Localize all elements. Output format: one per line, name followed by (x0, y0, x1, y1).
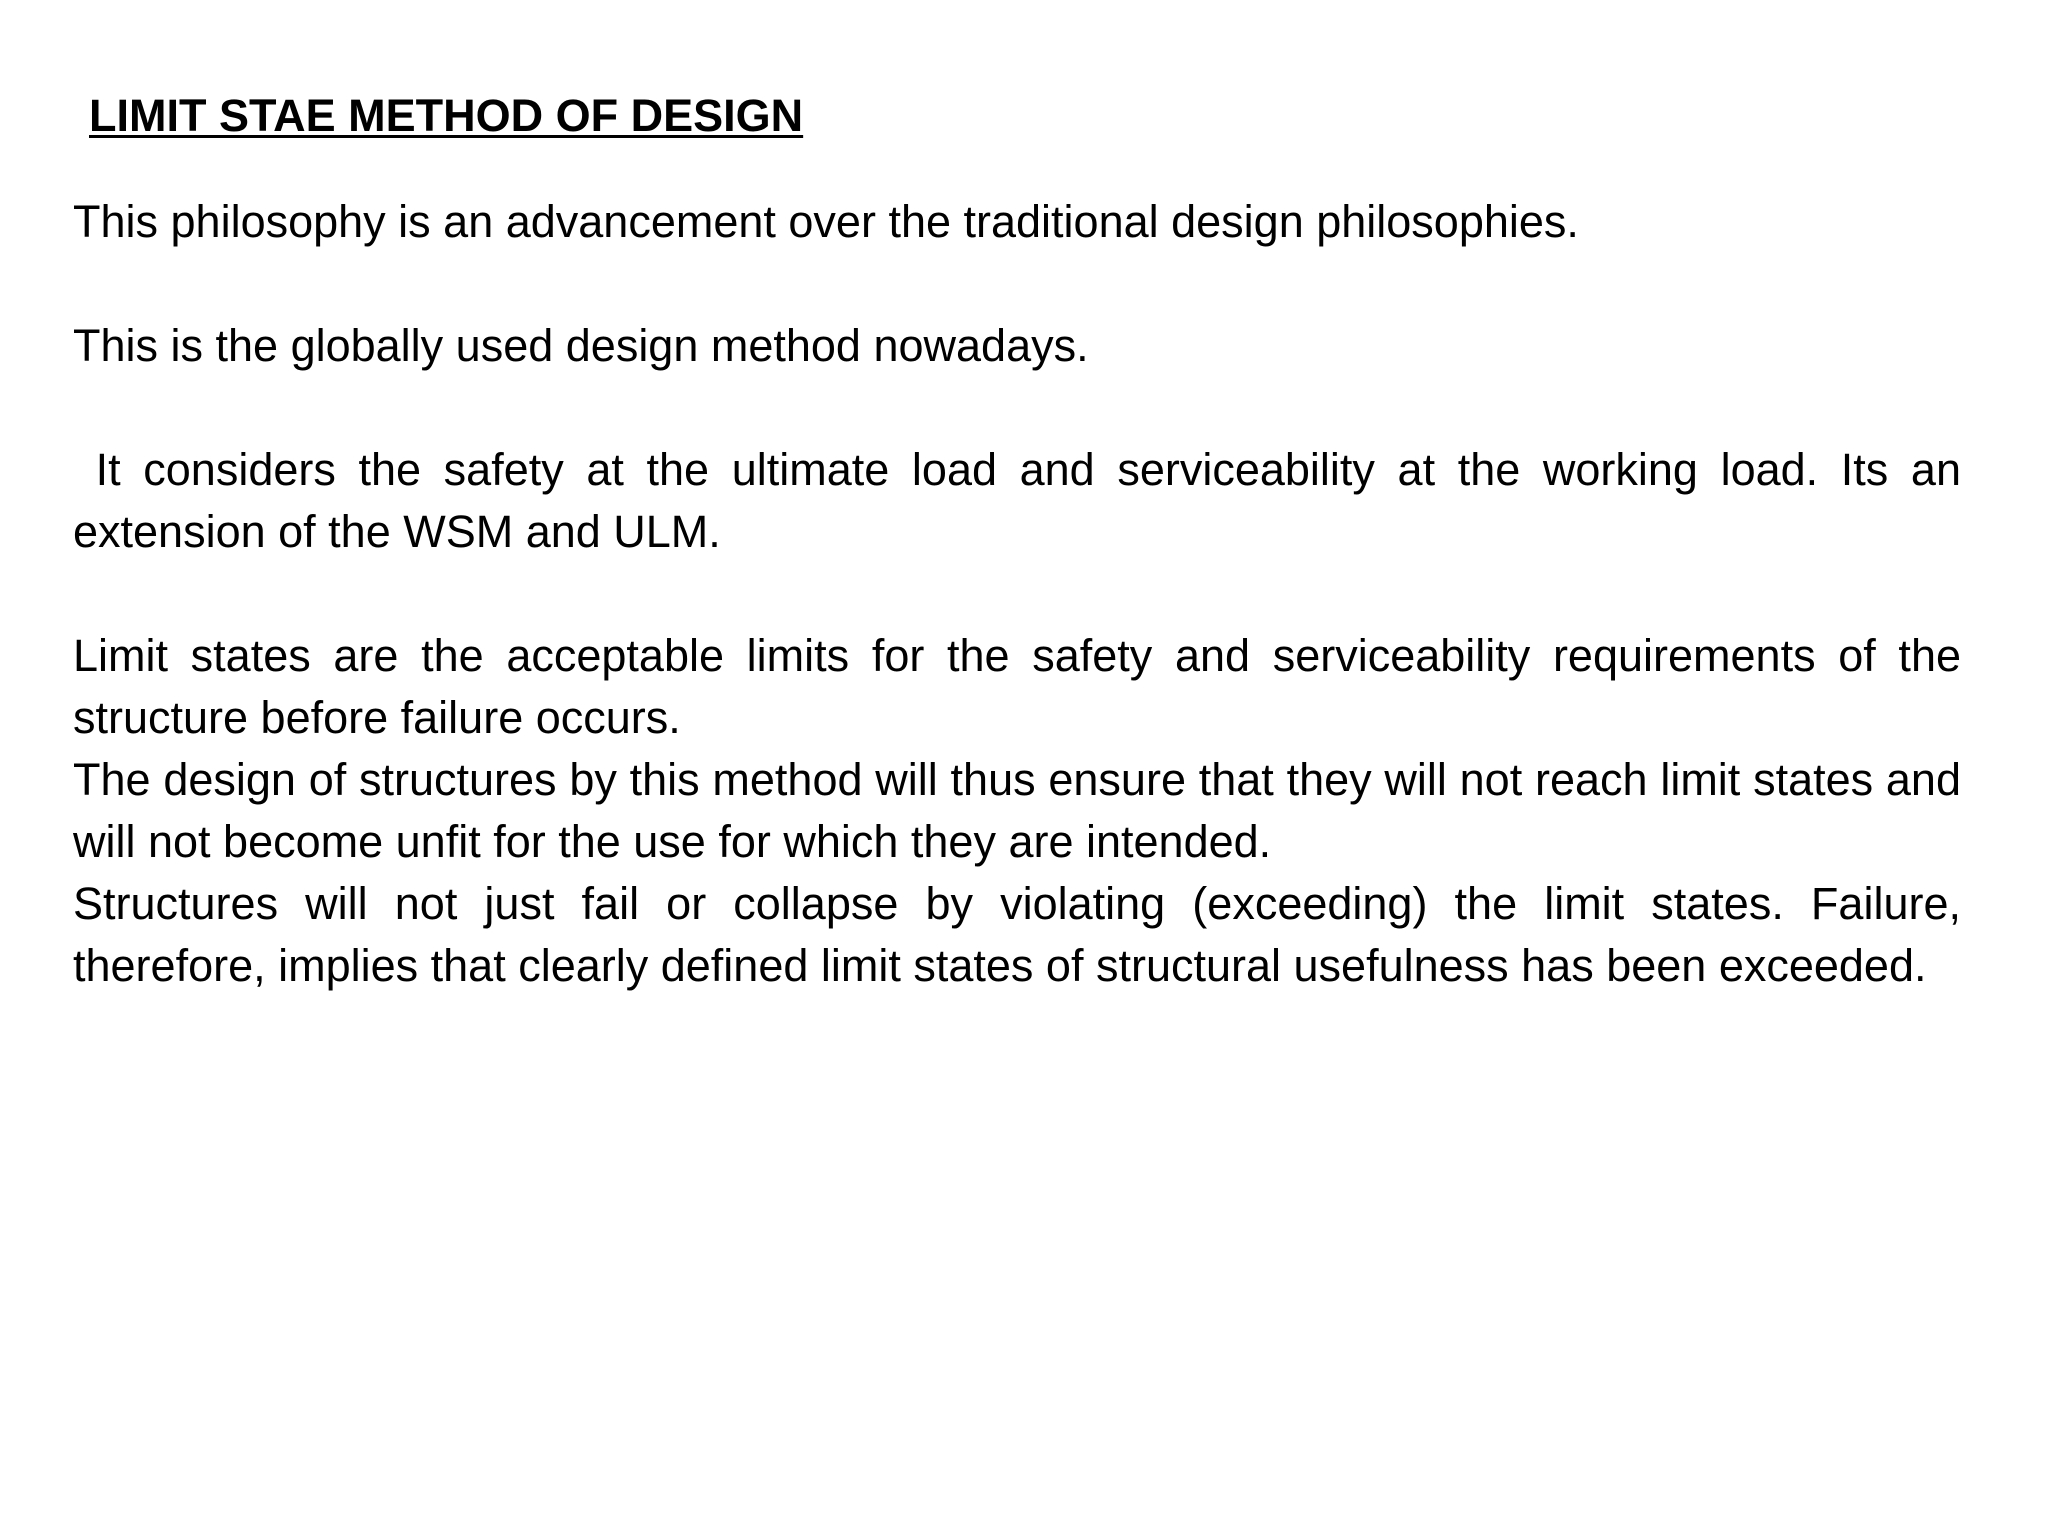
paragraph-advancement: This philosophy is an advancement over the traditional design philosophies. (73, 196, 1579, 247)
paragraph-failure-meaning: Structures will not just fail or collapse by violating (exceeding) the limit states. Failure, therefore, implies that clearly defined limit states of structural usefulness has been exceeded. (73, 878, 1961, 991)
paragraph-design-outcome: The design of structures by this method will thus ensure that they will not reach limit states and will not become unfit for the use for which they are intended. (73, 754, 1961, 867)
paragraph-spacer (73, 253, 1961, 315)
paragraph-global-use: This is the globally used design method nowadays. (73, 320, 1089, 371)
paragraph-limit-states-definition: Limit states are the acceptable limits for the safety and serviceability requirements of the structure before failure occurs. (73, 630, 1961, 743)
slide-title: LIMIT STAE METHOD OF DESIGN (89, 90, 804, 141)
paragraph-safety-serviceability: It considers the safety at the ultimate load and serviceability at the working load. Its an extension of the WSM and ULM. (73, 444, 1974, 557)
paragraph-spacer (73, 377, 1961, 439)
slide-body (73, 191, 1974, 997)
paragraph-spacer (73, 563, 1961, 625)
